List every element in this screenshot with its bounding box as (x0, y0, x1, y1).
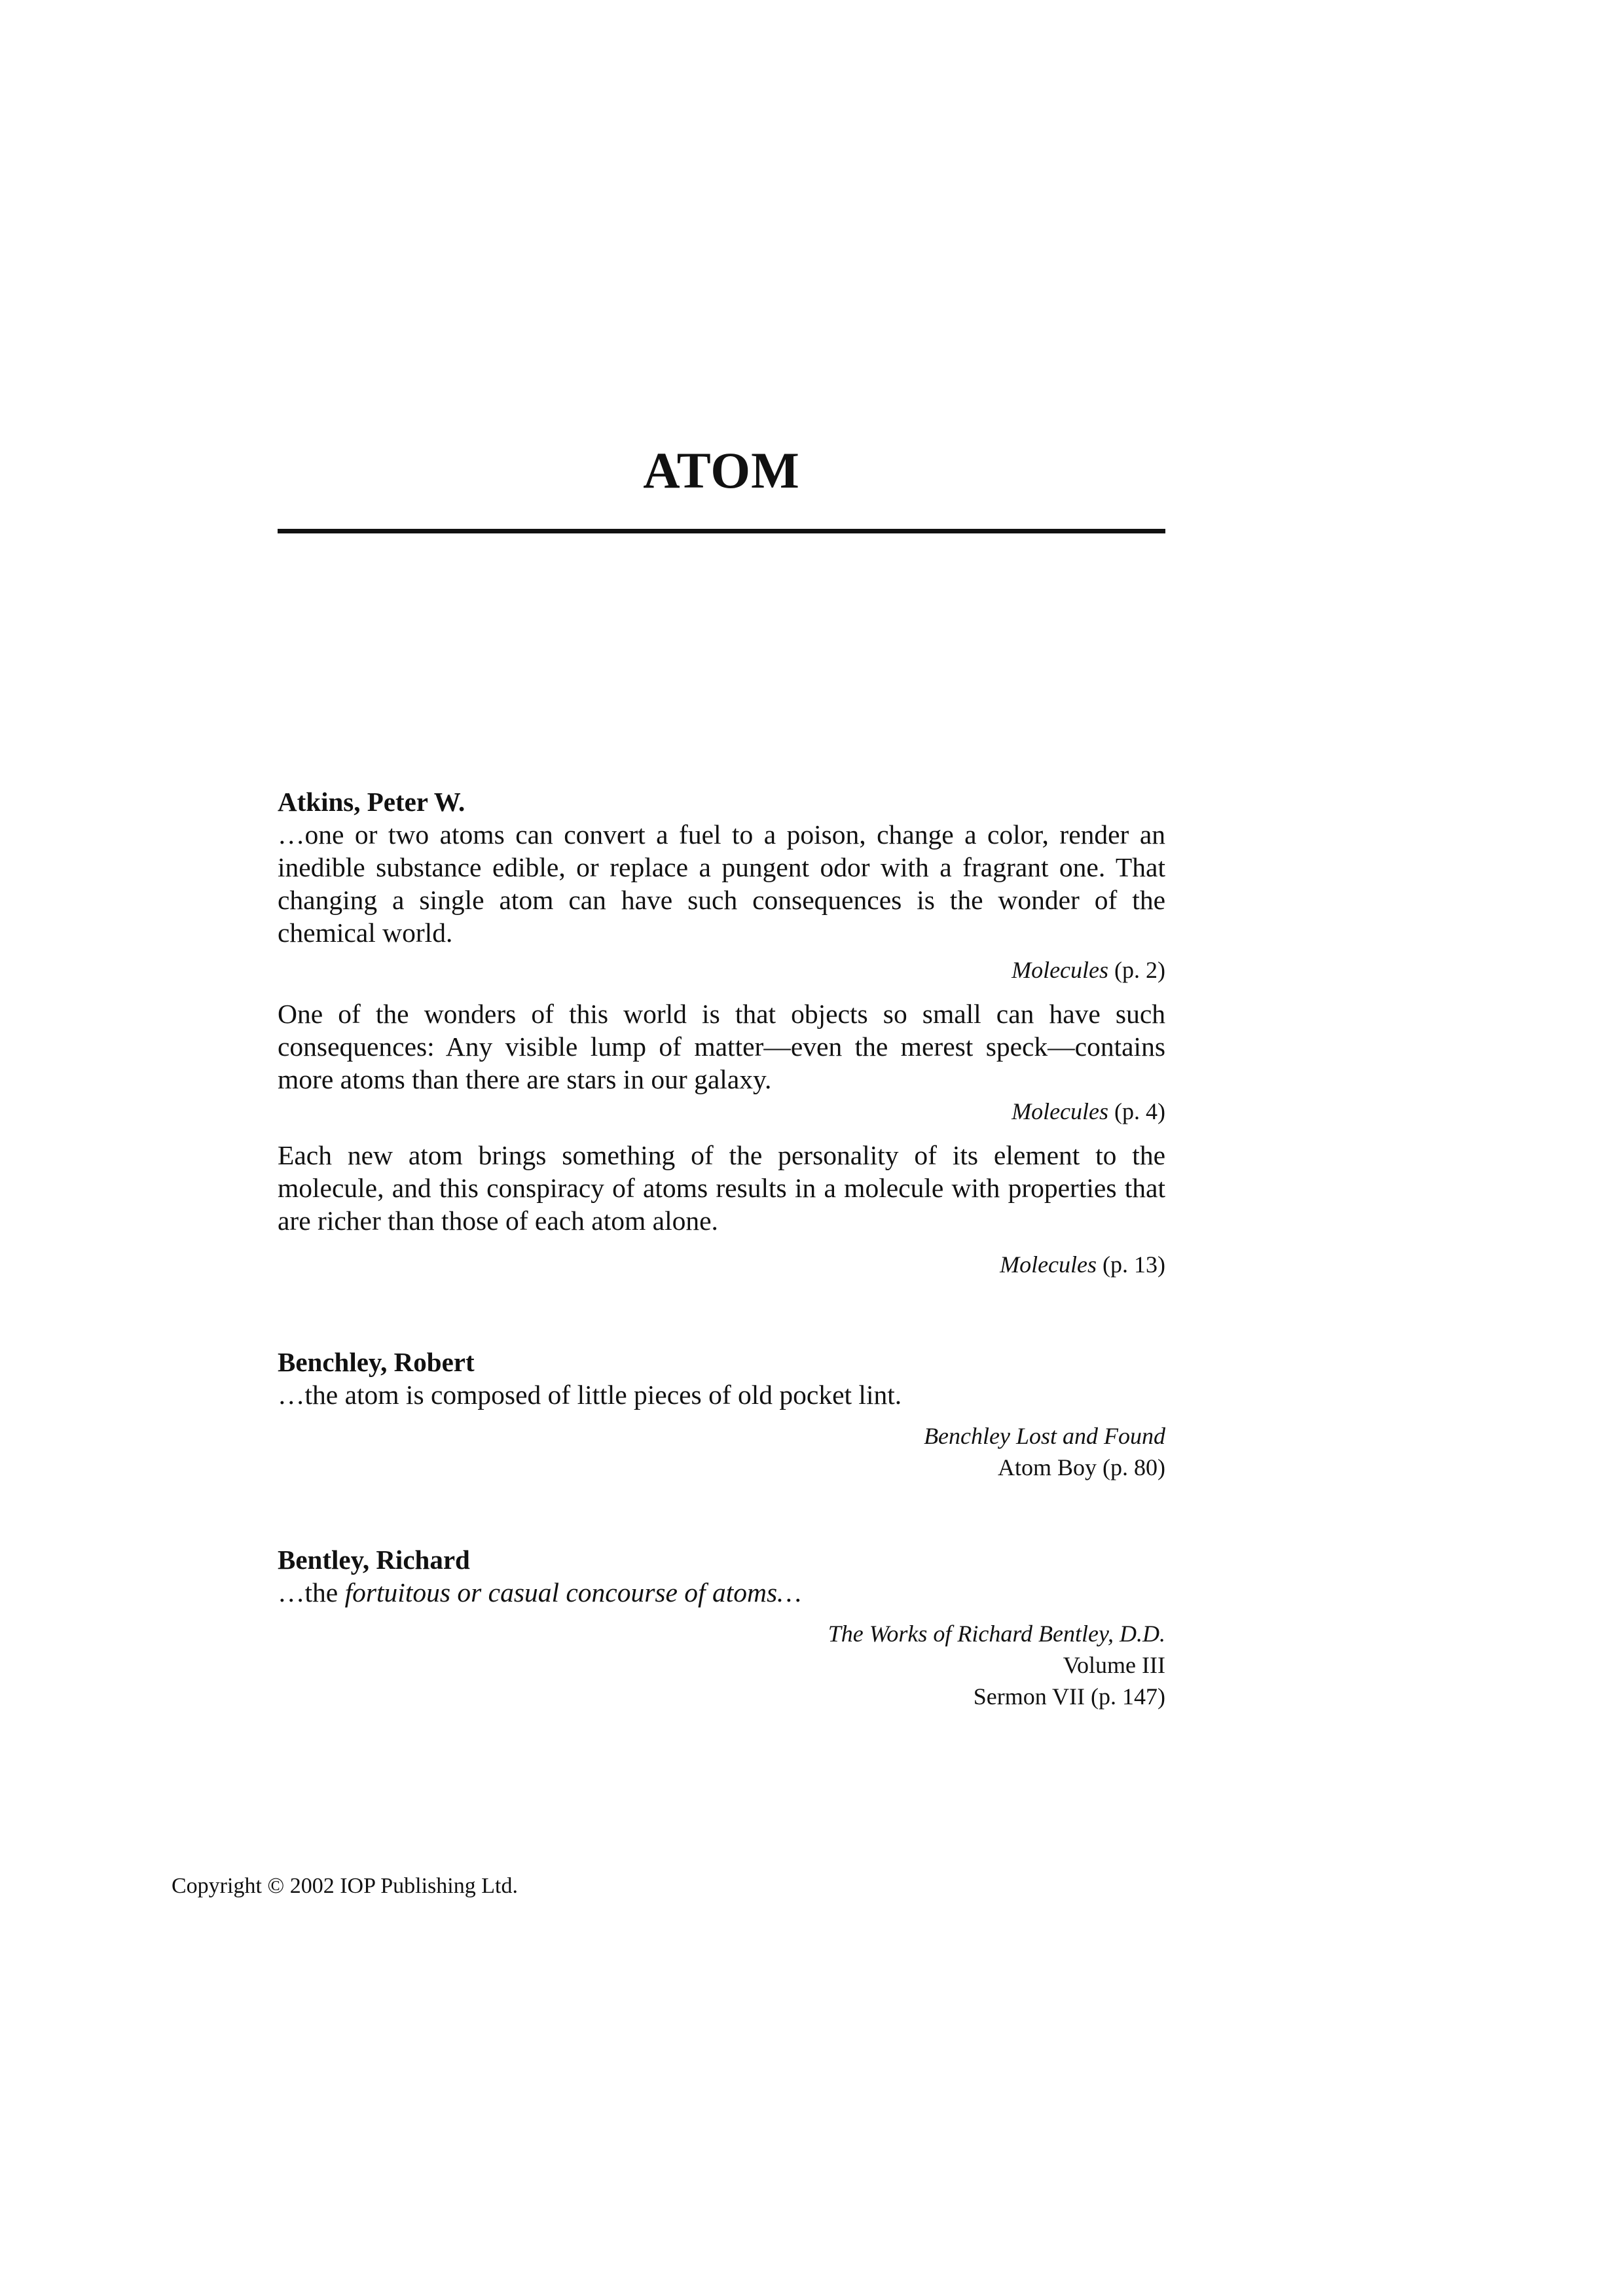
entry-atkins (278, 785, 1165, 1280)
entry-author: Bentley, Richard (278, 1545, 470, 1575)
source-title: Benchley Lost and Found (924, 1423, 1165, 1449)
quote-prefix: …the (278, 1577, 345, 1607)
quote-source (278, 1420, 1165, 1483)
chapter-title: ATOM (643, 442, 800, 499)
title-rule (278, 529, 1165, 533)
quote-source (278, 1249, 1165, 1280)
source-page: (p. 13) (1103, 1251, 1165, 1278)
entry-author: Benchley, Robert (278, 1347, 475, 1377)
quote-source (278, 1618, 1165, 1712)
source-page: (p. 2) (1114, 957, 1165, 983)
quote-text (278, 1576, 1165, 1609)
source-title: Molecules (1012, 1098, 1109, 1124)
source-title: Molecules (1000, 1251, 1097, 1278)
entry-author: Atkins, Peter W. (278, 787, 465, 817)
copyright-notice: Copyright © 2002 IOP Publishing Ltd. (172, 1874, 518, 1898)
source-volume: Volume III (1063, 1652, 1165, 1678)
quote-italic: fortuitous or casual concourse of atoms… (344, 1577, 802, 1607)
quote-text: …the atom is composed of little pieces of old pocket lint. (278, 1380, 902, 1410)
entry-bentley (278, 1543, 1165, 1712)
quote-source (278, 1096, 1165, 1127)
source-detail: Sermon VII (p. 147) (973, 1683, 1165, 1710)
quote-text: One of the wonders of this world is that objects so small can have such consequences: Any visible lump of matter—even the merest speck—contains more atoms than there are stars in our galaxy. (278, 999, 1165, 1094)
quote-text: …one or two atoms can convert a fuel to a poison, change a color, render an inedible substance edible, or replace a pungent odor with a fragrant one. That changing a single atom can have such consequences is the wonder of the chemical world. (278, 819, 1165, 948)
quote-source (278, 954, 1165, 986)
source-detail: Atom Boy (p. 80) (998, 1454, 1165, 1480)
entry-benchley (278, 1346, 1165, 1483)
source-title: Molecules (1012, 957, 1109, 983)
quote-text: Each new atom brings something of the personality of its element to the molecule, and this conspiracy of atoms results in a molecule with properties that are richer than those of each atom alone. (278, 1140, 1165, 1236)
source-page: (p. 4) (1114, 1098, 1165, 1124)
source-title: The Works of Richard Bentley, D.D. (828, 1621, 1165, 1647)
